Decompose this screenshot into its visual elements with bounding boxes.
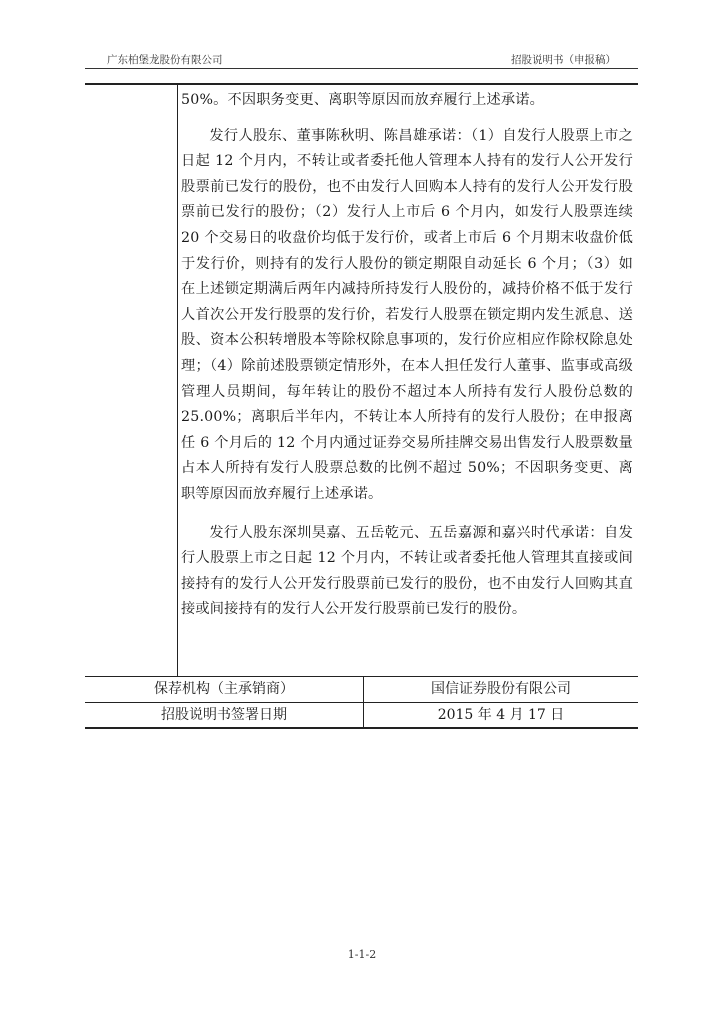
table-row	[85, 676, 638, 702]
continued-line: 50%。不因职务变更、离职等原因而放弃履行上述承诺。	[181, 92, 545, 108]
page-number: 1-1-2	[347, 948, 377, 961]
commitment-cell	[85, 83, 638, 677]
page-header	[85, 50, 638, 69]
table-row	[85, 702, 638, 728]
commitment-paragraph-2: 发行人股东深圳昊嘉、五岳乾元、五岳嘉源和嘉兴时代承诺：自发行人股票上市之日起 12 个月内，不转让或者委托他人管理其直接或间接持有的发行人公开发行股票前已发行的股份，也不由发行人回购其直接或间接持有的发行人公开发行股票前已发行的股份。	[181, 524, 633, 618]
table-column-divider	[177, 84, 178, 677]
table-bottom-rule	[85, 727, 638, 729]
info-table	[85, 83, 638, 723]
company-name: 广东柏堡龙股份有限公司	[107, 54, 223, 66]
commitment-paragraph-1: 发行人股东、董事陈秋明、陈昌雄承诺：（1）自发行人股票上市之日起 12 个月内，不转让或者委托他人管理本人持有的发行人公开发行股票前已发行的股份，也不由发行人回购本人持有的发行人公开发行股票前已发行的股份；（2）发行人上市后 6 个月内，如发行人股票连续 20 个交易日的收盘价均低于发行价，或者上市后 6 个月期末收盘价低于发行价，则持有的发行人股份的锁定期限自动延长 6 个月；（3）如在上述锁定期满后两年内减持所持发行人股份的，减持价格不低于发行人首次公开发行股票的发行价，若发行人股票在锁定期内发生派息、送股、资本公积转增股本等除权除息事项的，发行价应相应作除权除息处理；（4）除前述股票锁定情形外，在本人担任发行人董事、监事或高级管理人员期间，每年转让的股份不超过本人所持有发行人股份总数的 25.00%；离职后半年内，不转让本人所持有的发行人股份；在申报离任 6 个月后的 12 个月内通过证券交易所挂牌交易出售发行人股票数量占本人所持有发行人股票总数的比例不超过 50%；不因职务变更、离职等原因而放弃履行上述承诺。	[181, 127, 633, 502]
document-title: 招股说明书（申报稿）	[511, 54, 616, 66]
sponsor-label: 保荐机构（主承销商）	[154, 681, 294, 697]
signing-date-value: 2015 年 4 月 17 日	[437, 707, 565, 723]
signing-date-label: 招股说明书签署日期	[161, 707, 287, 723]
sponsor-value: 国信证券股份有限公司	[431, 681, 571, 697]
commitment-text	[181, 88, 633, 623]
